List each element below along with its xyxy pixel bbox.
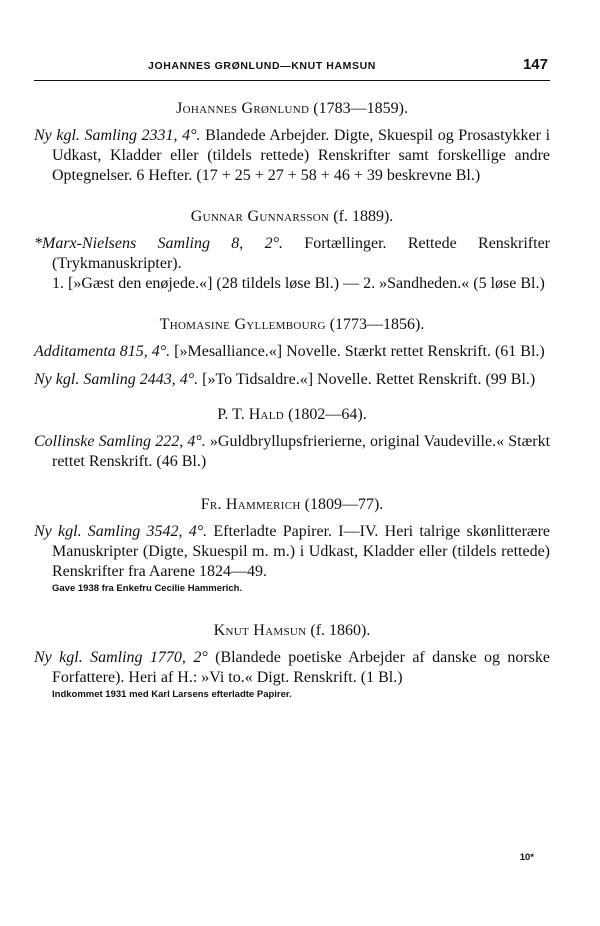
author-dates: (1802—64). (288, 406, 367, 423)
author-heading (34, 496, 550, 514)
entry-sub-items: 1. [»Gæst den enøjede.«] (28 tildels løse Bl.) — 2. »Sandheden.« (5 løse Bl.) (52, 275, 545, 292)
section-gunnarsson (34, 208, 550, 294)
catalog-entry (34, 648, 550, 688)
catalog-entry (34, 342, 550, 362)
author-dates: (f. 1889). (333, 208, 394, 225)
author-initials: P. T. (217, 406, 245, 423)
page-content (34, 100, 550, 700)
entry-text: Fortællinger. Rettede Renskrifter (Trykmanuskripter). (52, 235, 550, 272)
author-dates: (1773—1856). (329, 316, 425, 333)
collection-ref: Ny kgl. Samling 2331, 4°. (34, 127, 201, 144)
author-heading (34, 100, 550, 118)
author-heading (34, 316, 550, 334)
collection-ref: Additamenta 815, 4°. (34, 343, 171, 360)
author-initials: Fr. (200, 496, 222, 513)
author-name: Hammerich (225, 496, 301, 513)
entry-text: [»To Tidsaldre.«] Novelle. Rettet Renskrift. (99 Bl.) (202, 371, 536, 388)
section-gronlund (34, 100, 550, 186)
page-number: 147 (522, 56, 548, 73)
catalog-entry (34, 234, 550, 274)
collection-ref: Ny kgl. Samling 1770, 2° (34, 649, 208, 666)
catalog-entry (34, 522, 550, 582)
entry-text: Blandede Arbejder. Digte, Skuespil og Prosastykker i Udkast, Kladder eller (tildels rettede) Renskrifter samt forskellige andre Optegnelser. 6 Hefter. (17 + 25 + 27 + 58 + 46 + 39 beskrevne Bl.) (52, 127, 551, 184)
author-heading (34, 406, 550, 424)
collection-ref: Ny kgl. Samling 2443, 4°. (34, 371, 199, 388)
section-hammerich (34, 496, 550, 594)
author-name: Gunnar Gunnarsson (190, 208, 330, 225)
provenance-note: Indkommet 1931 med Karl Larsens efterladte Papirer. (52, 689, 292, 700)
author-dates: (1809—77). (304, 496, 384, 513)
author-name: Thomasine Gyllembourg (159, 316, 326, 333)
running-head (34, 58, 550, 81)
section-hald (34, 406, 550, 472)
collection-ref: Ny kgl. Samling 3542, 4°. (34, 523, 208, 540)
running-title: JOHANNES GRØNLUND—KNUT HAMSUN (148, 60, 376, 72)
author-name: Knut Hamsun (213, 622, 307, 639)
entry-text: [»Mesalliance.«] Novelle. Stærkt rettet Renskrift. (61 Bl.) (174, 343, 545, 360)
author-dates: (f. 1860). (310, 622, 371, 639)
entry-text: (Blandede poetiske Arbejder af danske og norske Forfattere). Heri af H.: »Vi to.« Digt. Renskrift. (1 Bl.) (52, 649, 550, 686)
catalog-entry (34, 126, 550, 186)
catalog-entry (34, 432, 550, 472)
collection-ref: Collinske Samling 222, 4°. (34, 433, 206, 450)
author-dates: (1783—1859). (313, 100, 408, 117)
author-heading (34, 208, 550, 226)
section-gyllembourg (34, 316, 550, 390)
entry-text: »Guldbryllupsfrierierne, original Vaudeville.« Stærkt rettet Renskrift. (46 Bl.) (52, 433, 551, 470)
author-heading (34, 622, 550, 640)
author-name: Johannes Grønlund (176, 100, 310, 117)
collection-ref: *Marx-Nielsens Samling 8, 2°. (34, 235, 283, 252)
entry-text: Efterladte Papirer. I—IV. Heri talrige skønlitterære Manuskripter (Digte, Skuespil m. m.) i Udkast, Kladder eller (tildels rettede) Renskrifter fra Aarene 1824—49. (52, 523, 551, 580)
section-hamsun (34, 622, 550, 700)
printer-signature: 10* (519, 852, 534, 863)
provenance-note: Gave 1938 fra Enkefru Cecilie Hammerich. (52, 583, 243, 594)
author-name: Hald (248, 406, 285, 423)
catalog-entry (34, 370, 550, 390)
